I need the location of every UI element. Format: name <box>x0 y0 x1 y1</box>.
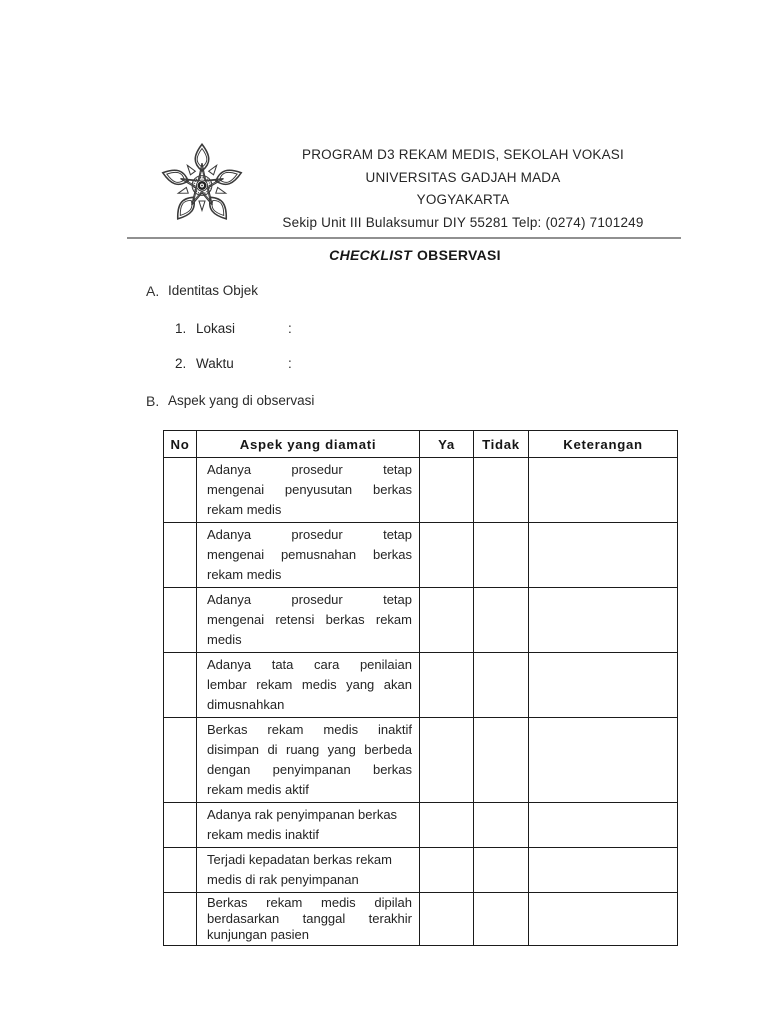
identity-item-lokasi <box>175 321 292 336</box>
letterhead-line-university: UNIVERSITAS GADJAH MADA <box>365 169 561 185</box>
identity-item-label: Lokasi <box>196 321 236 336</box>
identity-item-separator: : <box>288 321 292 336</box>
aspek-line: dengan penyimpanan berkas <box>207 762 412 777</box>
tidak-cell <box>474 588 529 653</box>
aspek-line: Adanya prosedur tetap <box>207 462 412 477</box>
aspek-line: Adanya prosedur tetap <box>207 527 412 542</box>
letterhead-text <box>245 142 681 234</box>
row-no-cell <box>164 458 197 523</box>
letterhead-line-address: Sekip Unit III Bulaksumur DIY 55281 Telp: (0274) 7101249 <box>282 214 644 230</box>
aspek-line: Berkas rekam medis dipilah <box>207 895 412 910</box>
table-row <box>164 893 678 946</box>
section-a-heading <box>146 283 258 299</box>
row-no-cell <box>164 848 197 893</box>
aspek-line: Adanya tata cara penilaian <box>207 657 412 672</box>
aspek-cell <box>197 893 420 946</box>
ugm-emblem-icon <box>159 142 245 229</box>
aspek-line: Terjadi kepadatan berkas rekam <box>207 852 392 867</box>
section-b-title: Aspek yang di observasi <box>168 393 315 408</box>
observation-table-body <box>164 458 678 946</box>
table-row <box>164 588 678 653</box>
aspek-line: medis <box>207 632 242 647</box>
column-header-no: No <box>164 431 197 458</box>
section-b-heading <box>146 393 314 409</box>
aspek-cell <box>197 523 420 588</box>
letterhead-line-city: YOGYAKARTA <box>416 192 510 208</box>
keterangan-cell <box>529 718 678 803</box>
aspek-line: medis di rak penyimpanan <box>207 872 359 887</box>
tidak-cell <box>474 848 529 893</box>
observation-table <box>163 430 678 946</box>
aspek-line: dimusnahkan <box>207 697 285 712</box>
aspek-line: berdasarkan tanggal terakhir <box>207 911 412 926</box>
table-row <box>164 848 678 893</box>
row-no-cell <box>164 653 197 718</box>
document-title <box>135 247 695 263</box>
column-header-aspek: Aspek yang diamati <box>197 431 420 458</box>
keterangan-cell <box>529 848 678 893</box>
ya-cell <box>420 523 474 588</box>
row-no-cell <box>164 718 197 803</box>
column-header-ya: Ya <box>420 431 474 458</box>
aspek-line: rekam medis aktif <box>207 782 309 797</box>
keterangan-cell <box>529 893 678 946</box>
tidak-cell <box>474 718 529 803</box>
row-no-cell <box>164 803 197 848</box>
ya-cell <box>420 458 474 523</box>
aspek-cell <box>197 718 420 803</box>
aspek-line: rekam medis inaktif <box>207 827 319 842</box>
aspek-cell <box>197 458 420 523</box>
letterhead-line-program: PROGRAM D3 REKAM MEDIS, SEKOLAH VOKASI <box>302 147 624 162</box>
section-b-label: B. <box>146 393 160 409</box>
aspek-line: rekam medis <box>207 567 282 582</box>
tidak-cell <box>474 653 529 718</box>
table-row <box>164 523 678 588</box>
aspek-cell <box>197 588 420 653</box>
ya-cell <box>420 893 474 946</box>
row-no-cell <box>164 893 197 946</box>
ya-cell <box>420 848 474 893</box>
identity-item-number: 1. <box>175 321 187 336</box>
tidak-cell <box>474 803 529 848</box>
aspek-cell <box>197 653 420 718</box>
row-no-cell <box>164 588 197 653</box>
aspek-line: lembar rekam medis yang akan <box>207 677 412 692</box>
keterangan-cell <box>529 523 678 588</box>
column-header-keterangan: Keterangan <box>529 431 678 458</box>
identity-item-number: 2. <box>175 356 187 371</box>
tidak-cell <box>474 523 529 588</box>
table-row <box>164 803 678 848</box>
letterhead <box>128 142 681 234</box>
tidak-cell <box>474 893 529 946</box>
identity-item-waktu <box>175 356 292 371</box>
aspek-line: Berkas rekam medis inaktif <box>207 722 412 737</box>
identity-item-separator: : <box>288 356 292 371</box>
keterangan-cell <box>529 458 678 523</box>
table-row <box>164 458 678 523</box>
aspek-line: disimpan di ruang yang berbeda <box>207 742 412 757</box>
aspek-line: mengenai retensi berkas rekam <box>207 612 412 627</box>
keterangan-cell <box>529 653 678 718</box>
aspek-line: Adanya rak penyimpanan berkas <box>207 807 398 822</box>
keterangan-cell <box>529 803 678 848</box>
identity-item-label: Waktu <box>196 356 234 371</box>
ya-cell <box>420 588 474 653</box>
document-title-italic: CHECKLIST <box>329 247 412 263</box>
aspek-line: mengenai penyusutan berkas <box>207 482 412 497</box>
aspek-cell <box>197 803 420 848</box>
table-header-row <box>164 431 678 458</box>
table-row <box>164 718 678 803</box>
aspek-cell <box>197 848 420 893</box>
aspek-line: rekam medis <box>207 502 282 517</box>
ya-cell <box>420 653 474 718</box>
document-title-regular: OBSERVASI <box>416 247 501 263</box>
aspek-line: mengenai pemusnahan berkas <box>207 547 412 562</box>
aspek-line: kunjungan pasien <box>207 927 309 942</box>
section-a-label: A. <box>146 283 160 299</box>
table-row <box>164 653 678 718</box>
ya-cell <box>420 718 474 803</box>
keterangan-cell <box>529 588 678 653</box>
letterhead-divider <box>127 237 681 239</box>
aspek-line: Adanya prosedur tetap <box>207 592 412 607</box>
section-a-title: Identitas Objek <box>168 283 259 298</box>
row-no-cell <box>164 523 197 588</box>
ya-cell <box>420 803 474 848</box>
column-header-tidak: Tidak <box>474 431 529 458</box>
tidak-cell <box>474 458 529 523</box>
